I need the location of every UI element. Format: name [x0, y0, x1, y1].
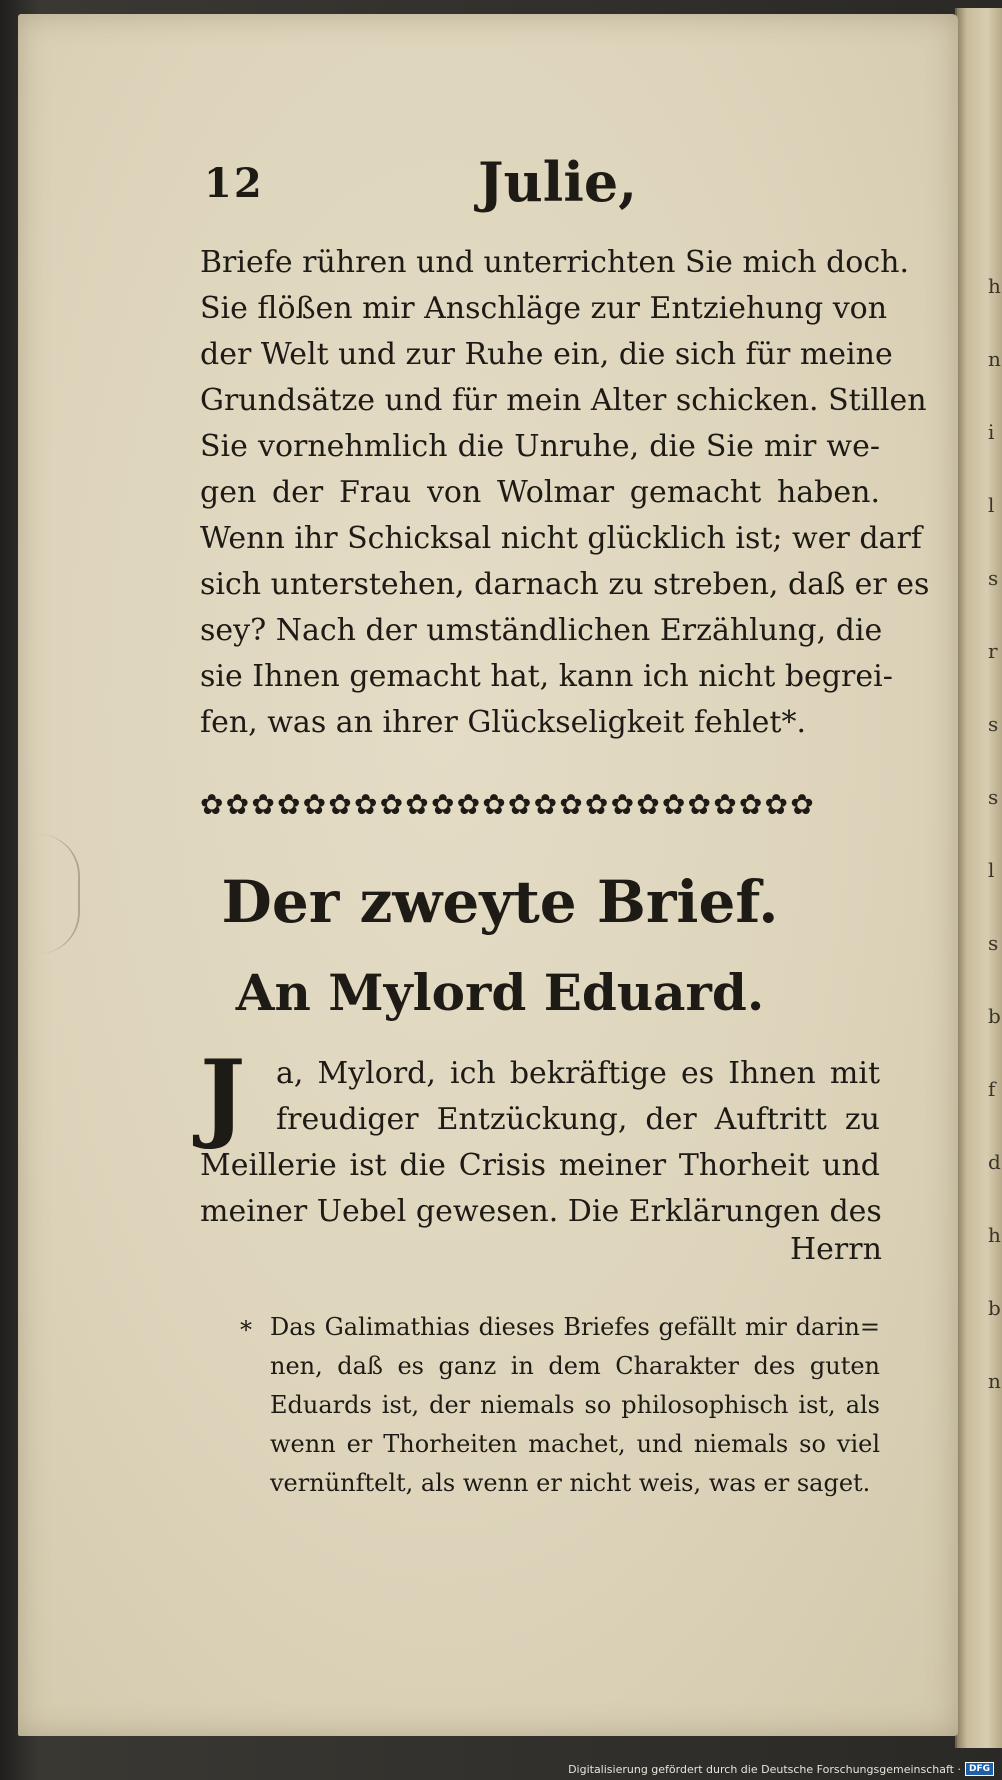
- footnote-line: wenn er Thorheiten machet, und niemals so viel: [270, 1430, 880, 1458]
- footnote-line: nen, daß es ganz in dem Charakter des guten: [270, 1352, 880, 1380]
- letter-line-1: a, Mylord, ich bekräftige es Ihnen mit: [276, 1056, 880, 1091]
- letter-heading: Der zweyte Brief.: [221, 868, 779, 936]
- drop-cap: J: [200, 1039, 246, 1152]
- ornament-divider: ✿✿✿✿✿✿✿✿✿✿✿✿✿✿✿✿✿✿✿✿✿✿✿✿: [200, 788, 816, 821]
- running-title: Julie,: [478, 150, 637, 214]
- page-number: 12: [204, 160, 264, 207]
- body-line: Sie flößen mir Anschläge zur Entziehung von: [200, 291, 888, 326]
- letter-line: Meillerie ist die Crisis meiner Thorheit und: [200, 1148, 880, 1183]
- digitization-credit: [568, 1762, 994, 1776]
- letter-line-2: freudiger Entzückung, der Auftritt zu: [276, 1102, 880, 1137]
- body-line: Briefe rühren und unterrichten Sie mich doch.: [200, 245, 910, 280]
- footnote-line: Das Galimathias dieses Briefes gefällt mir darin=: [270, 1313, 880, 1341]
- footnote-marker: *: [240, 1316, 252, 1344]
- next-page-letters: hnilsrsslsbfdhbn: [988, 274, 1001, 1393]
- footnote-line: vernünftelt, als wenn er nicht weis, was er saget.: [270, 1469, 871, 1497]
- body-line: Wenn ihr Schicksal nicht glücklich ist; wer darf: [200, 521, 922, 556]
- dfg-logo: DFG: [965, 1762, 994, 1776]
- body-line: fen, was an ihrer Glückseligkeit fehlet*.: [200, 705, 807, 740]
- catchword: Herrn: [790, 1232, 882, 1267]
- body-line: Sie vornehmlich die Unruhe, die Sie mir we-: [200, 429, 880, 464]
- body-line: Grundsätze und für mein Alter schicken. Stillen: [200, 383, 927, 418]
- body-line: gen der Frau von Wolmar gemacht haben.: [200, 475, 880, 510]
- letter-line: meiner Uebel gewesen. Die Erklärungen des: [200, 1194, 882, 1229]
- credit-text: Digitalisierung gefördert durch die Deutsche Forschungsgemeinschaft ·: [568, 1762, 961, 1776]
- body-line: der Welt und zur Ruhe ein, die sich für meine: [200, 337, 893, 372]
- footnote-line: Eduards ist, der niemals so philosophisch ist, als: [270, 1391, 880, 1419]
- body-line: sie Ihnen gemacht hat, kann ich nicht begrei-: [200, 659, 893, 694]
- letter-addressee: An Mylord Eduard.: [235, 963, 765, 1022]
- body-line: sey? Nach der umständlichen Erzählung, die: [200, 613, 883, 648]
- body-line: sich unterstehen, darnach zu streben, daß er es: [200, 567, 930, 602]
